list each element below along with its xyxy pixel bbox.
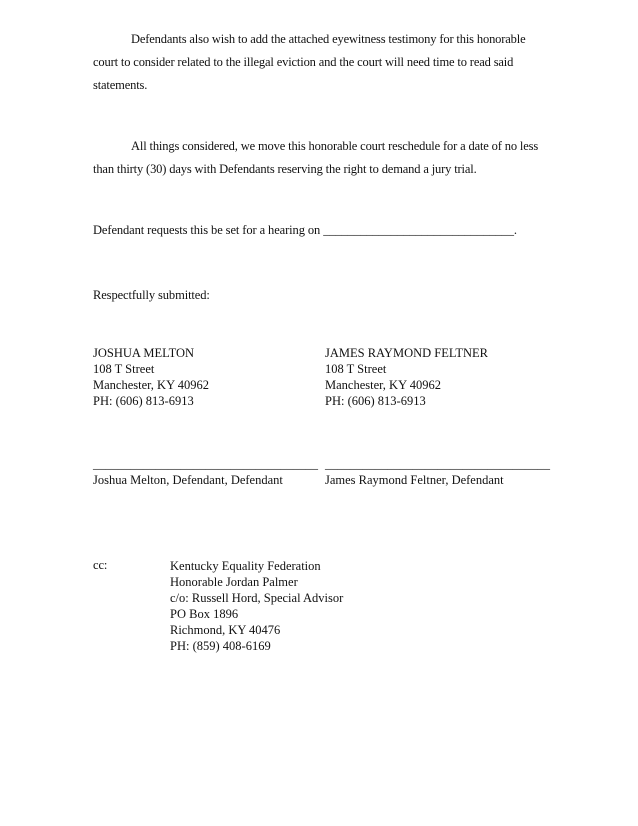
cc-line: PH: (859) 408-6169: [170, 639, 271, 653]
cc-line: Honorable Jordan Palmer: [170, 575, 298, 589]
signature-rule: ____________________________________: [325, 457, 550, 471]
cc-line: PO Box 1896: [170, 607, 239, 621]
cc-line: Kentucky Equality Federation: [170, 559, 321, 573]
hearing-request-line: Defendant requests this be set for a hearing on _______________________________.: [93, 223, 517, 237]
defendant-name: JOSHUA MELTON: [93, 346, 195, 360]
cc-label: cc:: [93, 558, 108, 572]
signature-label: James Raymond Feltner, Defendant: [325, 473, 504, 487]
eyewitness-paragraph: Defendants also wish to add the attached eyewitness testimony for this honorable court to consider related to the illegal eviction and the court will need time to read said statements.: [93, 32, 526, 92]
defendant-city: Manchester, KY 40962: [325, 378, 442, 392]
defendant-phone: PH: (606) 813-6913: [93, 394, 194, 408]
defendant-name: JAMES RAYMOND FELTNER: [325, 346, 488, 360]
respectfully-submitted: Respectfully submitted:: [93, 288, 210, 302]
defendant-city: Manchester, KY 40962: [93, 378, 210, 392]
signature-label: Joshua Melton, Defendant, Defendant: [93, 473, 283, 487]
signature-block-melton: [93, 456, 318, 488]
reschedule-paragraph: All things considered, we move this honorable court reschedule for a date of no less than thirty (30) days with Defendants reserving the right to demand a jury trial.: [93, 139, 539, 176]
defendant-address-block-melton: [93, 345, 209, 409]
defendant-street: 108 T Street: [325, 362, 387, 376]
signature-rule: ____________________________________: [93, 457, 318, 471]
cc-line: Richmond, KY 40476: [170, 623, 281, 637]
signature-block-feltner: [325, 456, 550, 488]
cc-recipient-block: [170, 558, 343, 654]
defendant-phone: PH: (606) 813-6913: [325, 394, 426, 408]
defendant-street: 108 T Street: [93, 362, 155, 376]
cc-line: c/o: Russell Hord, Special Advisor: [170, 591, 344, 605]
defendant-address-block-feltner: [325, 345, 488, 409]
